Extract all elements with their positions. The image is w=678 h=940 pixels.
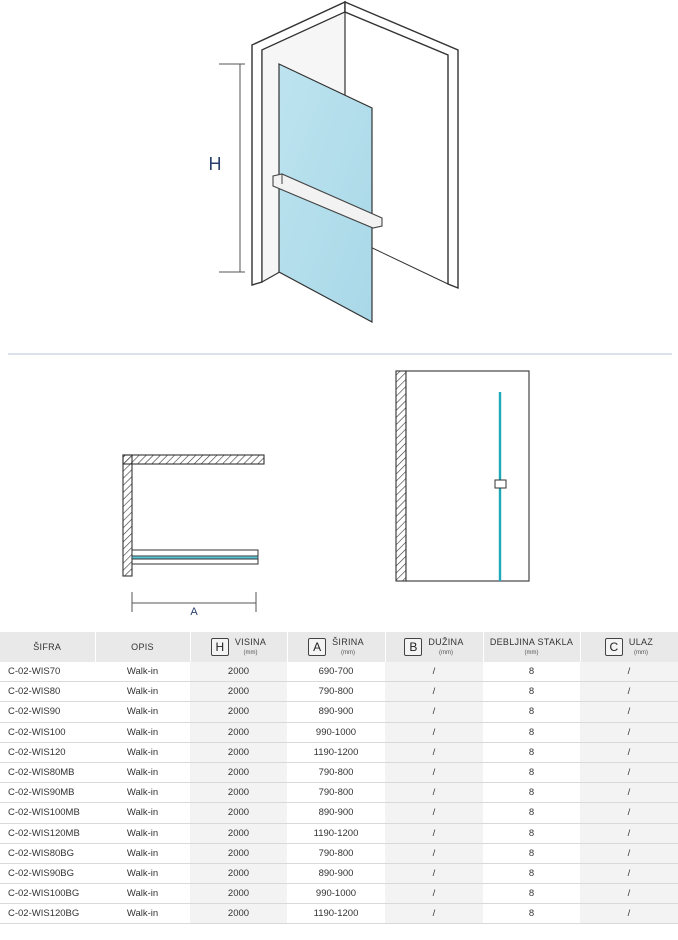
code-cell: C-02-WIS120 [0, 742, 95, 762]
width-label: A [190, 606, 198, 618]
width-cell: 1190-1200 [287, 742, 385, 762]
code-cell: C-02-WIS100MB [0, 803, 95, 823]
entrance-cell: / [580, 904, 678, 924]
length-cell: / [385, 682, 483, 702]
glass-thickness-cell: 8 [483, 682, 580, 702]
code-cell: C-02-WIS80MB [0, 762, 95, 782]
width-cell: 1190-1200 [287, 904, 385, 924]
length-cell: / [385, 742, 483, 762]
width-cell: 990-1000 [287, 722, 385, 742]
code-cell: C-02-WIS90 [0, 702, 95, 722]
table-row [0, 884, 678, 904]
code-cell: C-02-WIS80BG [0, 843, 95, 863]
header-sirina: A ŠIRINA (mm) [287, 632, 385, 662]
width-cell: 790-800 [287, 843, 385, 863]
entrance-cell: / [580, 682, 678, 702]
length-cell: / [385, 904, 483, 924]
glass-thickness-cell: 8 [483, 783, 580, 803]
entrance-cell: / [580, 803, 678, 823]
glass-thickness-cell: 8 [483, 762, 580, 782]
width-cell: 790-800 [287, 783, 385, 803]
description-cell: Walk-in [95, 803, 190, 823]
code-cell: C-02-WIS70 [0, 662, 95, 682]
code-cell: C-02-WIS100 [0, 722, 95, 742]
entrance-cell: / [580, 783, 678, 803]
table-body [0, 662, 678, 924]
length-cell: / [385, 702, 483, 722]
description-cell: Walk-in [95, 863, 190, 883]
perspective-view [209, 2, 459, 322]
code-cell: C-02-WIS120BG [0, 904, 95, 924]
entrance-cell: / [580, 662, 678, 682]
entrance-cell: / [580, 762, 678, 782]
length-cell: / [385, 803, 483, 823]
height-cell: 2000 [190, 783, 287, 803]
entrance-cell: / [580, 722, 678, 742]
dimension-c-icon: C [605, 638, 623, 656]
table-row [0, 702, 678, 722]
width-cell: 790-800 [287, 762, 385, 782]
height-cell: 2000 [190, 662, 287, 682]
glass-thickness-cell: 8 [483, 823, 580, 843]
header-visina: H VISINA (mm) [190, 632, 287, 662]
glass-thickness-cell: 8 [483, 904, 580, 924]
code-cell: C-02-WIS120MB [0, 823, 95, 843]
code-cell: C-02-WIS90MB [0, 783, 95, 803]
table-row [0, 823, 678, 843]
height-cell: 2000 [190, 682, 287, 702]
width-cell: 890-900 [287, 803, 385, 823]
height-cell: 2000 [190, 742, 287, 762]
width-cell: 1190-1200 [287, 823, 385, 843]
height-cell: 2000 [190, 843, 287, 863]
description-cell: Walk-in [95, 904, 190, 924]
header-opis: OPIS [95, 632, 190, 662]
entrance-cell: / [580, 742, 678, 762]
length-cell: / [385, 762, 483, 782]
description-cell: Walk-in [95, 702, 190, 722]
code-cell: C-02-WIS80 [0, 682, 95, 702]
height-label: H [208, 154, 222, 174]
height-cell: 2000 [190, 884, 287, 904]
height-cell: 2000 [190, 702, 287, 722]
header-sifra: ŠIFRA [0, 632, 95, 662]
glass-thickness-cell: 8 [483, 803, 580, 823]
code-cell: C-02-WIS90BG [0, 863, 95, 883]
entrance-cell: / [580, 863, 678, 883]
glass-thickness-cell: 8 [483, 662, 580, 682]
height-cell: 2000 [190, 762, 287, 782]
glass-thickness-cell: 8 [483, 843, 580, 863]
length-cell: / [385, 722, 483, 742]
header-duzina: B DUŽINA (mm) [385, 632, 483, 662]
table-row [0, 762, 678, 782]
length-cell: / [385, 884, 483, 904]
dimension-a-icon: A [308, 638, 326, 656]
header-ulaz: C ULAZ (mm) [580, 632, 678, 662]
product-table-container [0, 632, 678, 924]
table-row [0, 742, 678, 762]
height-cell: 2000 [190, 722, 287, 742]
description-cell: Walk-in [95, 762, 190, 782]
product-table [0, 632, 678, 924]
length-cell: / [385, 783, 483, 803]
table-row [0, 803, 678, 823]
glass-thickness-cell: 8 [483, 702, 580, 722]
code-cell: C-02-WIS100BG [0, 884, 95, 904]
width-cell: 890-900 [287, 863, 385, 883]
table-row [0, 863, 678, 883]
height-cell: 2000 [190, 904, 287, 924]
entrance-cell: / [580, 702, 678, 722]
dimension-b-icon: B [404, 638, 422, 656]
table-header-row [0, 632, 678, 662]
height-cell: 2000 [190, 803, 287, 823]
description-cell: Walk-in [95, 823, 190, 843]
length-cell: / [385, 843, 483, 863]
length-cell: / [385, 863, 483, 883]
entrance-cell: / [580, 884, 678, 904]
description-cell: Walk-in [95, 682, 190, 702]
description-cell: Walk-in [95, 742, 190, 762]
width-cell: 790-800 [287, 682, 385, 702]
glass-thickness-cell: 8 [483, 863, 580, 883]
width-cell: 990-1000 [287, 884, 385, 904]
table-row [0, 722, 678, 742]
table-row [0, 682, 678, 702]
plan-view [123, 455, 264, 618]
glass-thickness-cell: 8 [483, 742, 580, 762]
glass-thickness-cell: 8 [483, 884, 580, 904]
width-cell: 890-900 [287, 702, 385, 722]
description-cell: Walk-in [95, 884, 190, 904]
height-cell: 2000 [190, 823, 287, 843]
dimension-h-icon: H [211, 638, 229, 656]
glass-thickness-cell: 8 [483, 722, 580, 742]
description-cell: Walk-in [95, 662, 190, 682]
length-cell: / [385, 662, 483, 682]
table-row [0, 843, 678, 863]
description-cell: Walk-in [95, 783, 190, 803]
entrance-cell: / [580, 843, 678, 863]
table-row [0, 662, 678, 682]
width-cell: 690-700 [287, 662, 385, 682]
description-cell: Walk-in [95, 722, 190, 742]
entrance-cell: / [580, 823, 678, 843]
description-cell: Walk-in [95, 843, 190, 863]
length-cell: / [385, 823, 483, 843]
header-debljina-stakla: DEBLJINA STAKLA (mm) [483, 632, 580, 662]
table-row [0, 904, 678, 924]
front-view [396, 371, 529, 581]
table-row [0, 783, 678, 803]
height-cell: 2000 [190, 863, 287, 883]
